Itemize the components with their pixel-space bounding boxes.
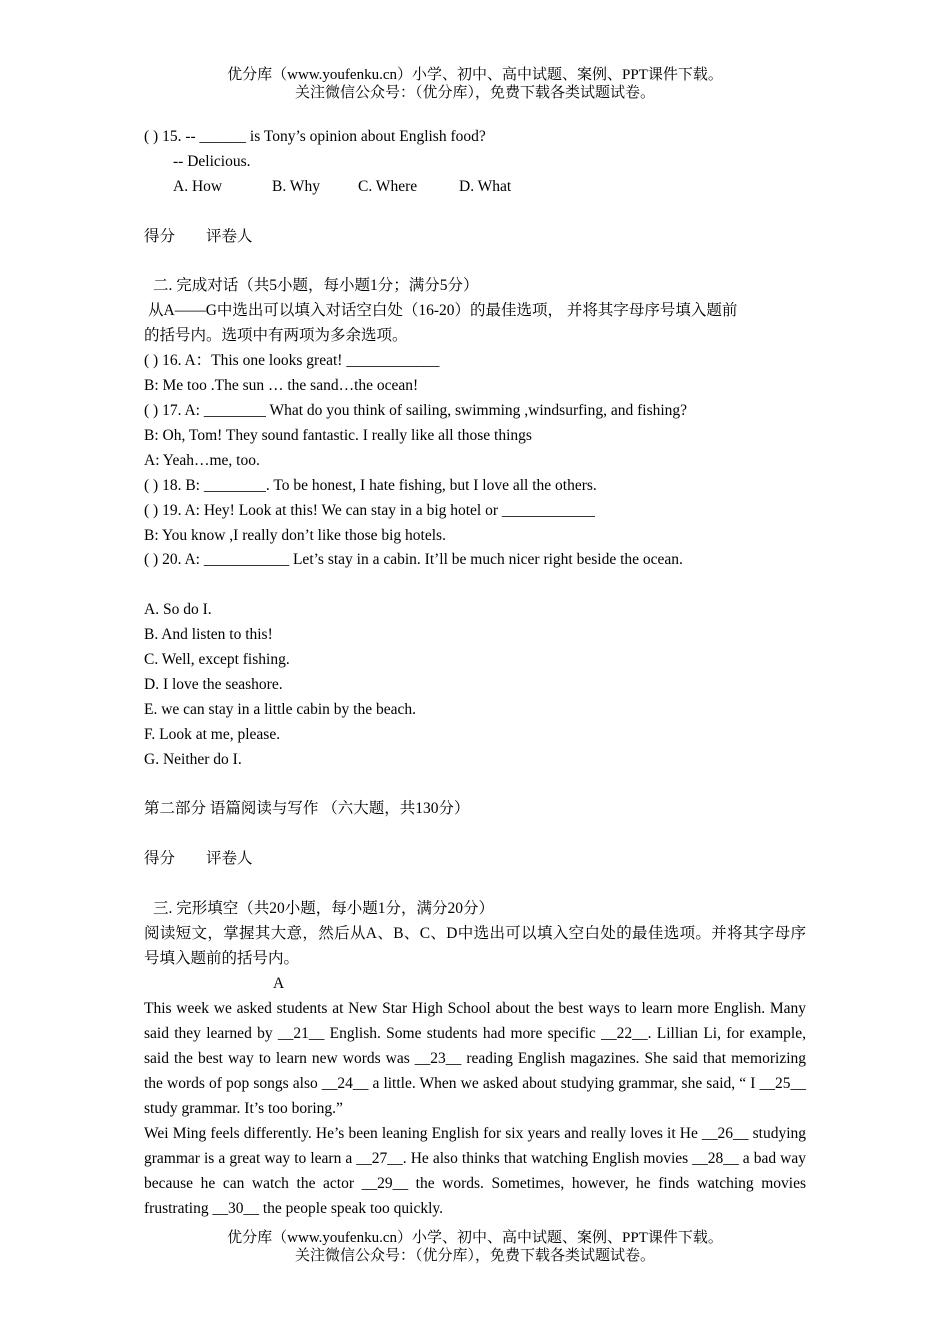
choice-item: D. I love the seashore. bbox=[144, 676, 283, 693]
passage-label: A bbox=[273, 975, 285, 992]
part-2-title: 第二部分 语篇阅读与写作 （六大题，共130分） bbox=[144, 800, 470, 817]
score-grader-label: 得分 评卷人 bbox=[144, 228, 253, 245]
choice-item: C. Well, except fishing. bbox=[144, 651, 290, 668]
page-footer bbox=[0, 1229, 950, 1265]
page-header bbox=[0, 66, 950, 102]
footer-line-1: 优分库（www.youfenku.cn）小学、初中、高中试题、案例、PPT课件下载。 bbox=[227, 1230, 723, 1246]
dialogue-line: ( ) 18. B: ________. To be honest, I hate fishing, but I love all the others. bbox=[144, 477, 597, 494]
dialogue-line: ( ) 17. A: ________ What do you think of sailing, swimming ,windsurfing, and fishing? bbox=[144, 402, 688, 419]
dialogue-line: ( ) 19. A: Hey! Look at this! We can stay in a big hotel or ____________ bbox=[144, 502, 595, 519]
choice-item: B. And listen to this! bbox=[144, 626, 273, 643]
choice-item: E. we can stay in a little cabin by the beach. bbox=[144, 701, 417, 718]
passage-paragraph-1: This week we asked students at New Star High School about the best ways to learn more English. Many said they learned by __21__ English. Some students had more specific __22__. Lillian Li, for example, said the best way to learn new words was __23__ reading English magazines. She said that memorizing the words of pop songs also __24__ a little. When we asked about studying grammar, she said, “ I __25__ study grammar. It’s too boring.” bbox=[144, 1000, 806, 1117]
option-b: B. Why bbox=[272, 178, 320, 195]
section-2-instruction-1: 从A——G中选出可以填入对话空白处（16-20）的最佳选项， 并将其字母序号填入题前 bbox=[148, 302, 738, 319]
question-15-options bbox=[173, 177, 511, 197]
dialogue-line: A: Yeah…me, too. bbox=[144, 452, 260, 469]
section-2-title: 二. 完成对话（共5小题，每小题1分；满分5分） bbox=[153, 277, 479, 294]
option-c: C. Where bbox=[358, 178, 418, 195]
header-line-1: 优分库（www.youfenku.cn）小学、初中、高中试题、案例、PPT课件下载。 bbox=[227, 67, 723, 83]
passage-paragraph-2: Wei Ming feels differently. He’s been leaning English for six years and really loves it He __26__ studying grammar is a great way to learn a __27__. He also thinks that watching English movies __28__ a bad way because he can watch the actor __29__ the words. Sometimes, however, he finds watching movies frustrating __30__ the people speak too quickly. bbox=[144, 1125, 806, 1217]
score-grader-label: 得分 评卷人 bbox=[144, 850, 253, 867]
section-3-instruction: 阅读短文，掌握其大意，然后从A、B、C、D中选出可以填入空白处的最佳选项。并将其字母序号填入题前的括号内。 bbox=[144, 925, 806, 967]
option-a: A. How bbox=[173, 178, 223, 195]
dialogue-line: ( ) 20. A: ___________ Let’s stay in a cabin. It’ll be much nicer right beside the ocean. bbox=[144, 551, 683, 568]
choice-item: A. So do I. bbox=[144, 601, 212, 618]
question-15-stem: ( ) 15. -- ______ is Tony’s opinion about English food? bbox=[144, 128, 486, 145]
question-15-answer: -- Delicious. bbox=[173, 153, 251, 170]
option-d: D. What bbox=[459, 178, 512, 195]
dialogue-line: B: You know ,I really don’t like those big hotels. bbox=[144, 527, 446, 544]
dialogue-line: ( ) 16. A：This one looks great! ____________ bbox=[144, 352, 440, 369]
header-line-2: 关注微信公众号：（优分库），免费下载各类试题试卷。 bbox=[294, 85, 655, 101]
section-3-title: 三. 完形填空（共20小题，每小题1分，满分20分） bbox=[153, 900, 495, 917]
choice-item: G. Neither do I. bbox=[144, 751, 242, 768]
section-2-instruction-2: 的括号内。选项中有两项为多余选项。 bbox=[144, 327, 408, 344]
choice-item: F. Look at me, please. bbox=[144, 726, 281, 743]
footer-line-2: 关注微信公众号：（优分库），免费下载各类试题试卷。 bbox=[294, 1248, 655, 1264]
dialogue-line: B: Oh, Tom! They sound fantastic. I really like all those things bbox=[144, 427, 532, 444]
dialogue-line: B: Me too .The sun … the sand…the ocean! bbox=[144, 377, 419, 394]
